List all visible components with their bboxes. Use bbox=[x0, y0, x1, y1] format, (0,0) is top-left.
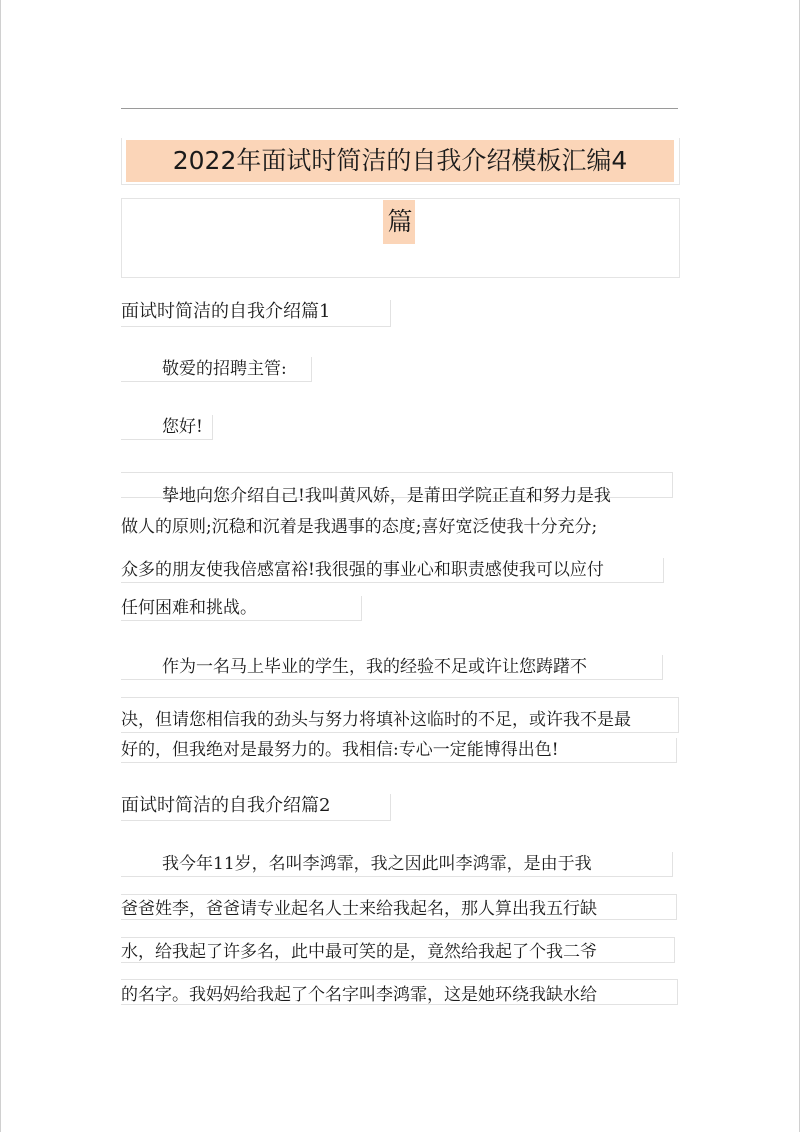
section1-heading: 面试时简洁的自我介绍篇1 bbox=[121, 301, 331, 322]
section1-para2-line3: 好的，但我绝对是最努力的。我相信:专心一定能博得出色! bbox=[121, 740, 559, 760]
section1-para1-line4: 任何困难和挑战。 bbox=[121, 598, 257, 618]
section1-para1-line2: 做人的原则;沉稳和沉着是我遇事的态度;喜好宽泛使我十分充分; bbox=[121, 517, 598, 537]
header-rule bbox=[121, 108, 678, 109]
document-title-line2: 篇 bbox=[387, 207, 413, 236]
section1-para2-line1: 作为一名马上毕业的学生，我的经验不足或许让您踌躇不 bbox=[162, 657, 587, 677]
section1-para1-line1: 挚地向您介绍自己!我叫黄风娇，是莆田学院正直和努力是我 bbox=[162, 486, 611, 506]
section1-greeting: 敬爱的招聘主管: bbox=[162, 359, 287, 379]
section1-hello: 您好! bbox=[162, 417, 203, 437]
section2-para1-line1: 我今年11岁，名叫李鸿霏，我之因此叫李鸿霏，是由于我 bbox=[162, 854, 592, 874]
section2-para1-line4: 的名字。我妈妈给我起了个名字叫李鸿霏，这是她环绕我缺水给 bbox=[121, 985, 597, 1005]
section1-para2-line2: 决，但请您相信我的劲头与努力将填补这临时的不足，或许我不是最 bbox=[121, 710, 631, 730]
section1-para1-line3: 众多的朋友使我倍感富裕!我很强的事业心和职责感使我可以应付 bbox=[121, 560, 604, 580]
document-title-line1: 2022年面试时简洁的自我介绍模板汇编4 bbox=[172, 146, 628, 175]
section2-para1-line3: 水，给我起了许多名，此中最可笑的是，竟然给我起了个我二爷 bbox=[121, 942, 597, 962]
section2-heading: 面试时简洁的自我介绍篇2 bbox=[121, 795, 331, 816]
section2-para1-line2: 爸爸姓李，爸爸请专业起名人士来给我起名，那人算出我五行缺 bbox=[121, 899, 597, 919]
